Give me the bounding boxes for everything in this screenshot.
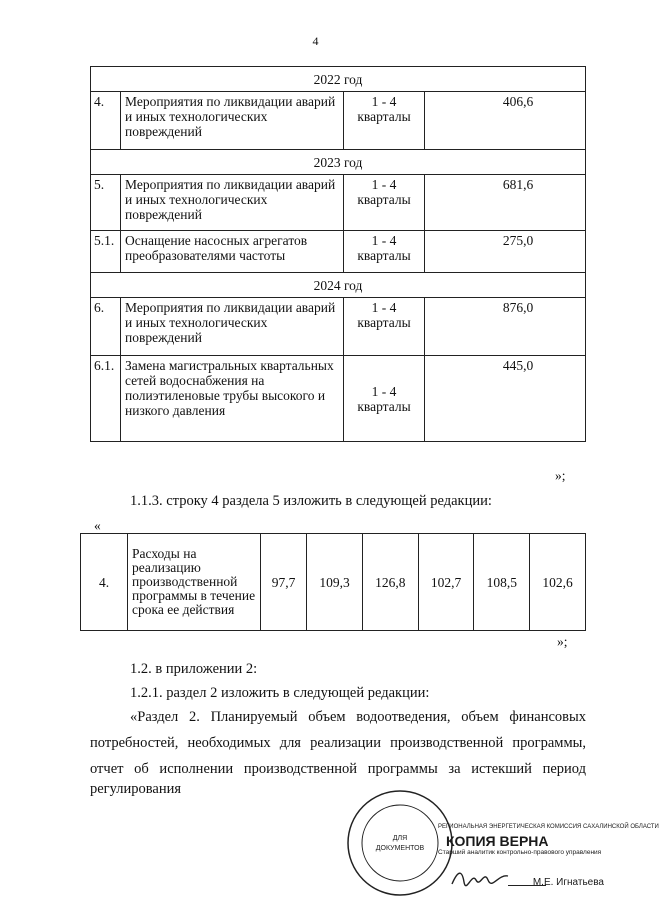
svg-text:ДЛЯ: ДЛЯ (392, 835, 408, 842)
table-row (91, 356, 586, 442)
year-cell: 2022 год (91, 67, 586, 92)
paragraph-1-1-3: 1.1.3. строку 4 раздела 5 изложить в следующей редакции: (130, 493, 492, 509)
stamp-role: Старший аналитик контрольно-правового управления (438, 849, 602, 856)
section2-line: «Раздел 2. Планируемый объем водоотведения, объем финансовых (130, 709, 586, 725)
section2-line: потребностей, необходимых для реализации производственной программы, (90, 735, 586, 751)
table1-closing-quote: »; (555, 468, 566, 483)
row-number: 6. (91, 298, 121, 356)
value-cell: 102,7 (418, 534, 474, 631)
year-row (91, 67, 586, 92)
table-row (91, 92, 586, 150)
row-number: 6.1. (91, 356, 121, 442)
row-description: Мероприятия по ликвидации аварий и иных технологических повреждений (121, 175, 344, 231)
paragraph-1-2-1: 1.2.1. раздел 2 изложить в следующей редакции: (130, 685, 430, 701)
row-description: Замена магистральных квартальных сетей водоснабжения на полиэтиленовые трубы высокого и низкого давления (121, 356, 344, 442)
year-row (91, 150, 586, 175)
row-period: 1 - 4 кварталы (344, 356, 425, 442)
table2-open-quote: « (94, 518, 101, 533)
row-description: Расходы на реализацию производственной программы в течение срока ее действия (128, 534, 261, 631)
row-description: Мероприятия по ликвидации аварий и иных технологических повреждений (121, 92, 344, 150)
expenses-table (80, 533, 586, 631)
page-number: 4 (312, 34, 319, 48)
svg-text:ДОКУМЕНТОВ: ДОКУМЕНТОВ (375, 845, 425, 852)
stamp-title: КОПИЯ ВЕРНА (446, 833, 549, 849)
row-number: 4. (81, 534, 128, 631)
stamp-signer-name: М.Е. Игнатьева (532, 877, 604, 888)
row-description: Оснащение насосных агрегатов преобразователями частоты (121, 231, 344, 273)
handwritten-signature (450, 866, 510, 890)
row-value: 275,0 (425, 231, 586, 273)
row-number: 5. (91, 175, 121, 231)
row-value: 681,6 (425, 175, 586, 231)
investment-table (90, 66, 586, 442)
row-period: 1 - 4 кварталы (344, 92, 425, 150)
table-row (91, 298, 586, 356)
year-cell: 2023 год (91, 150, 586, 175)
section2-last-line: регулирования (90, 781, 182, 797)
value-cell: 126,8 (362, 534, 418, 631)
value-cell: 108,5 (474, 534, 530, 631)
paragraph-1-2: 1.2. в приложении 2: (130, 661, 258, 677)
row-period: 1 - 4 кварталы (344, 298, 425, 356)
row-period: 1 - 4 кварталы (344, 231, 425, 273)
stamp-organization: РЕГИОНАЛЬНАЯ ЭНЕРГЕТИЧЕСКАЯ КОМИССИЯ САХАЛИНСКОЙ ОБЛАСТИ (438, 824, 659, 830)
value-cell: 102,6 (530, 534, 586, 631)
row-value: 876,0 (425, 298, 586, 356)
table-row (91, 175, 586, 231)
value-cell: 97,7 (261, 534, 307, 631)
year-cell: 2024 год (91, 273, 586, 298)
value-cell: 109,3 (307, 534, 363, 631)
section2-line: отчет об исполнении производственной программы за истекший период (90, 761, 586, 777)
row-period: 1 - 4 кварталы (344, 175, 425, 231)
row-value: 445,0 (425, 356, 586, 442)
row-number: 5.1. (91, 231, 121, 273)
row-value: 406,6 (425, 92, 586, 150)
table-row (81, 534, 586, 631)
table-row (91, 231, 586, 273)
table2-closing-quote: »; (557, 634, 568, 649)
row-number: 4. (91, 92, 121, 150)
year-row (91, 273, 586, 298)
row-description: Мероприятия по ликвидации аварий и иных технологических повреждений (121, 298, 344, 356)
